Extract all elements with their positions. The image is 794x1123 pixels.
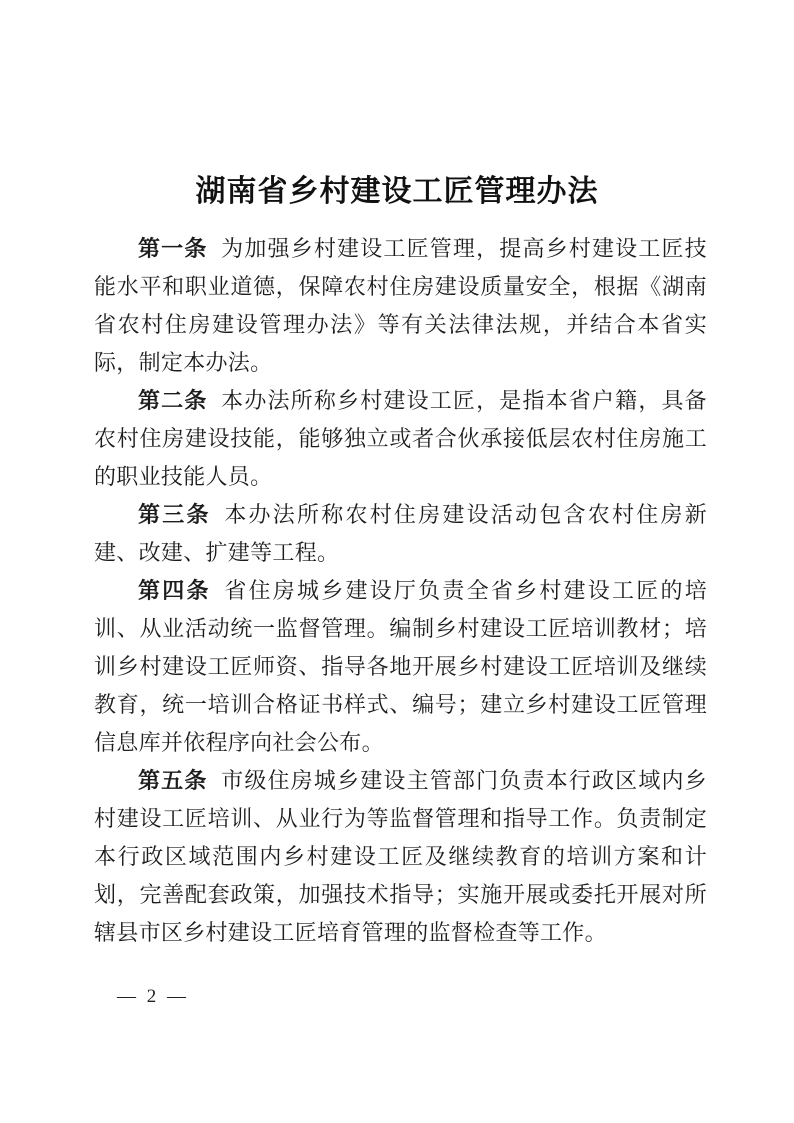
article-paragraph-1 — [94, 230, 707, 382]
article-paragraph-3 — [94, 496, 707, 572]
article-5-text: 市级住房城乡建设主管部门负责本行政区域内乡村建设工匠培训、从业行为等监督管理和指导工作。负责制定本行政区域范围内乡村建设工匠及继续教育的培训方案和计划，完善配套政策，加强技术指导；实施开展或委托开展对所辖县市区乡村建设工匠培育管理的监督检查等工作。 — [94, 768, 707, 945]
page-number-footer: — 2 — — [117, 986, 189, 1007]
article-2-number: 第二条 — [138, 388, 208, 413]
article-1-number: 第一条 — [138, 236, 208, 261]
article-1-text: 为加强乡村建设工匠管理，提高乡村建设工匠技能水平和职业道德，保障农村住房建设质量安全，根据《湖南省农村住房建设管理办法》等有关法律法规，并结合本省实际，制定本办法。 — [94, 236, 707, 375]
article-4-number: 第四条 — [138, 578, 211, 603]
article-4-text: 省住房城乡建设厅负责全省乡村建设工匠的培训、从业活动统一监督管理。编制乡村建设工匠培训教材；培训乡村建设工匠师资、指导各地开展乡村建设工匠培训及继续教育，统一培训合格证书样式、编号；建立乡村建设工匠管理信息库并依程序向社会公布。 — [94, 578, 707, 755]
article-paragraph-2 — [94, 382, 707, 496]
article-paragraph-5 — [94, 762, 707, 952]
document-title: 湖南省乡村建设工匠管理办法 — [195, 175, 599, 209]
article-5-number: 第五条 — [138, 768, 208, 793]
document-body — [94, 230, 707, 952]
article-3-text: 本办法所称农村住房建设活动包含农村住房新建、改建、扩建等工程。 — [94, 502, 707, 565]
article-3-number: 第三条 — [138, 502, 211, 527]
article-2-text: 本办法所称乡村建设工匠，是指本省户籍，具备农村住房建设技能，能够独立或者合伙承接低层农村住房施工的职业技能人员。 — [94, 388, 707, 489]
article-paragraph-4 — [94, 572, 707, 762]
